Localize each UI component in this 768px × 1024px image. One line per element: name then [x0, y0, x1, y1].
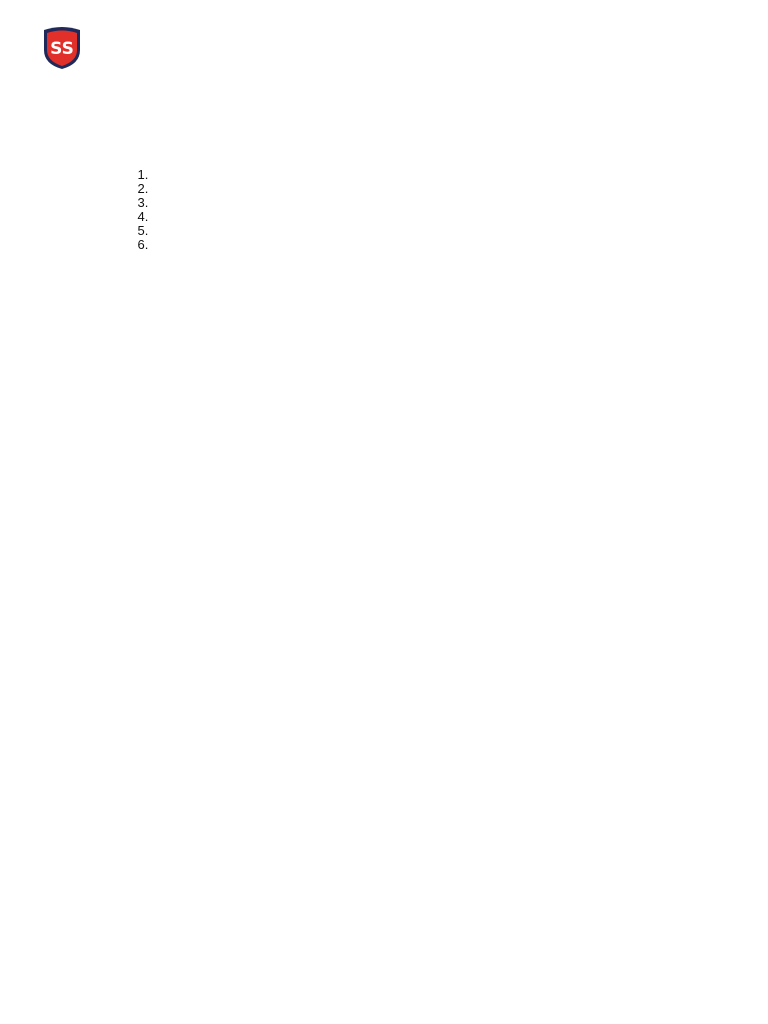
list-item — [152, 210, 662, 224]
list-item — [152, 196, 662, 210]
svg-text:SS: SS — [50, 39, 74, 59]
document-body — [84, 112, 662, 416]
border-bottom — [0, 990, 768, 1010]
school-logo — [42, 24, 172, 74]
border-left — [24, 0, 42, 1024]
list-item — [152, 224, 662, 238]
list-item — [152, 168, 662, 182]
border-right — [734, 0, 752, 1024]
activities-list — [84, 168, 662, 252]
list-item — [152, 182, 662, 196]
shield-icon — [42, 26, 82, 70]
list-item — [152, 238, 662, 252]
